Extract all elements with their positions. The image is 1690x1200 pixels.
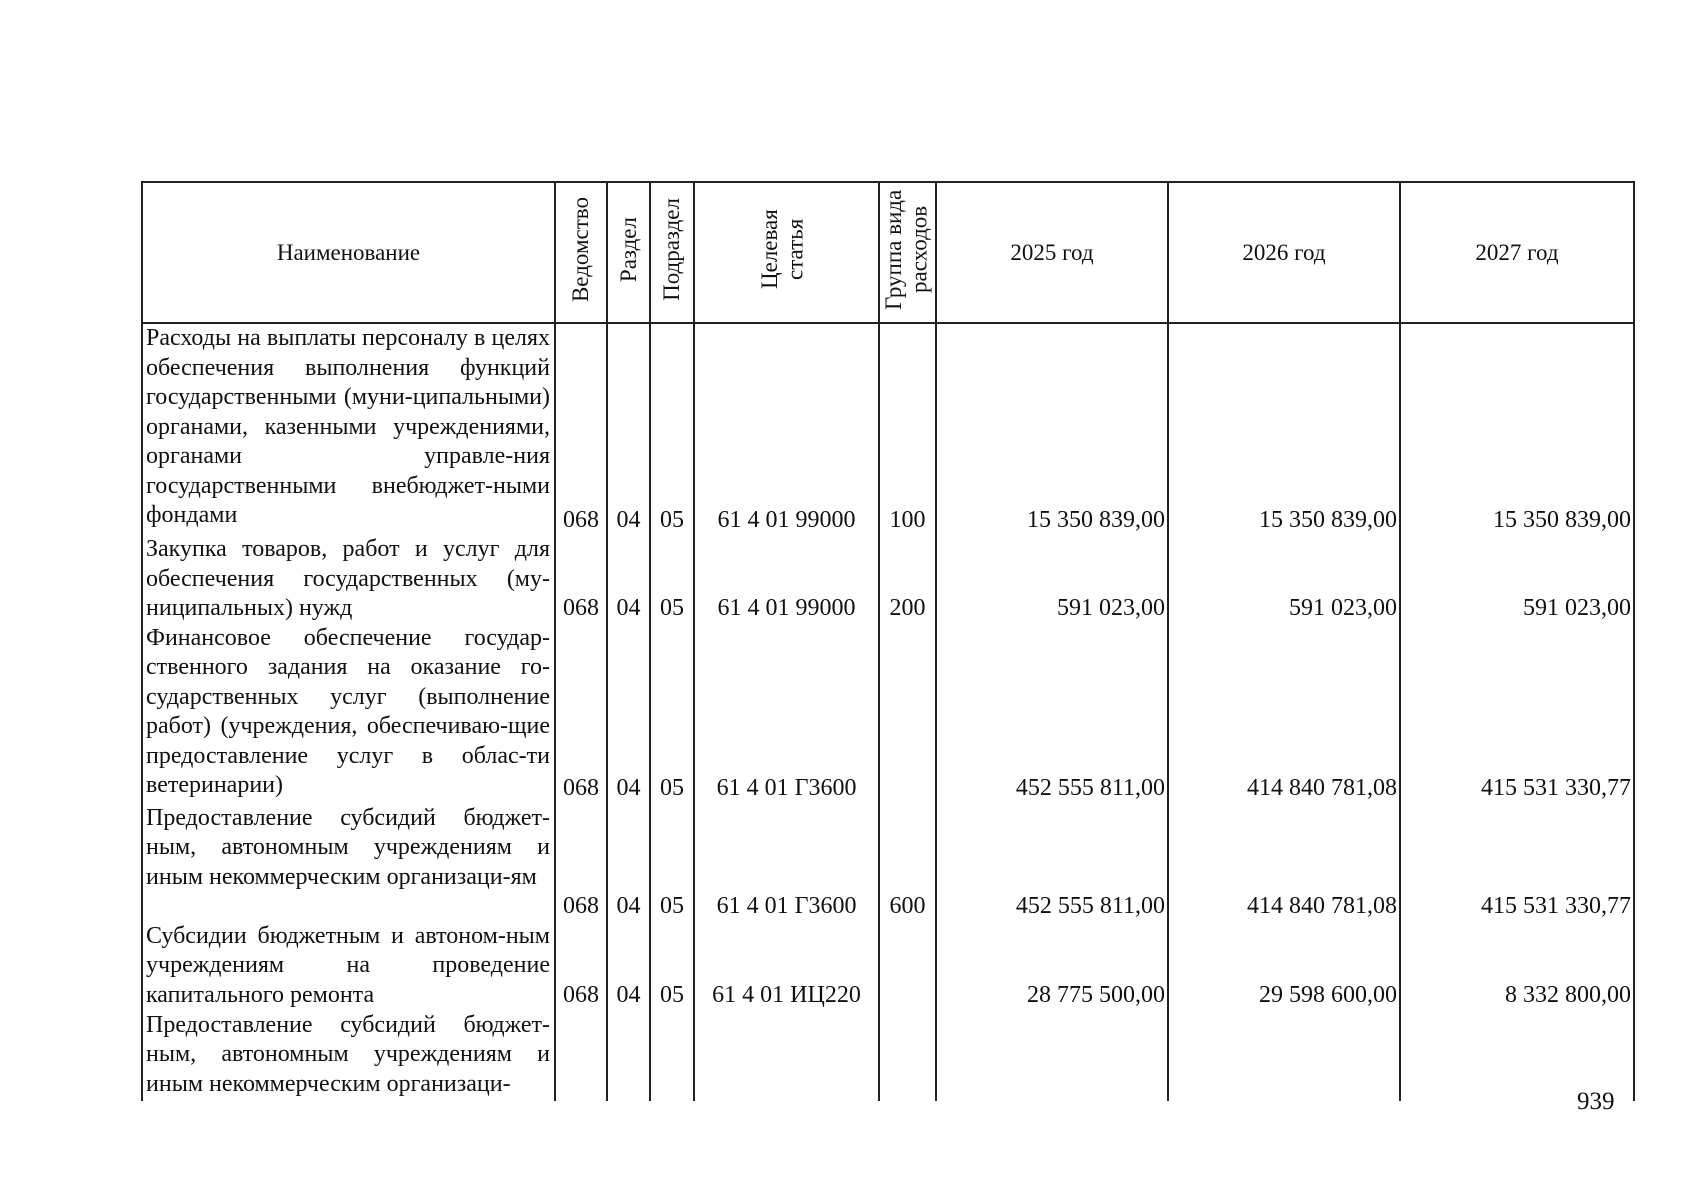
row-2025: 452 555 811,00 bbox=[936, 624, 1168, 804]
row-2025 bbox=[936, 1011, 1168, 1101]
row-dept: 068 bbox=[555, 323, 607, 535]
budget-table-container bbox=[141, 181, 1635, 1101]
header-2025: 2025 год bbox=[936, 182, 1168, 323]
row-2026: 15 350 839,00 bbox=[1168, 323, 1400, 535]
row-section: 04 bbox=[607, 624, 650, 804]
page-number: 939 bbox=[1577, 1088, 1615, 1115]
row-dept: 068 bbox=[555, 624, 607, 804]
row-2025: 28 775 500,00 bbox=[936, 922, 1168, 1011]
table-row bbox=[142, 624, 1634, 804]
row-name: Закупка товаров, работ и услуг для обеспечения государственных (му-ниципальных) нужд bbox=[142, 535, 555, 624]
row-dept: 068 bbox=[555, 804, 607, 922]
row-2026 bbox=[1168, 1011, 1400, 1101]
row-subsection bbox=[650, 1011, 694, 1101]
row-name: Субсидии бюджетным и автоном-ным учреждениям на проведение капитального ремонта bbox=[142, 922, 555, 1011]
header-expense-group: Группа вида расходов bbox=[879, 182, 936, 323]
header-target-article: Целевая статья bbox=[694, 182, 879, 323]
row-2027: 415 531 330,77 bbox=[1400, 804, 1634, 922]
row-2026: 414 840 781,08 bbox=[1168, 804, 1400, 922]
row-2027: 8 332 800,00 bbox=[1400, 922, 1634, 1011]
row-target: 61 4 01 ИЦ220 bbox=[694, 922, 879, 1011]
table-row bbox=[142, 323, 1634, 535]
row-group bbox=[879, 624, 936, 804]
table-row bbox=[142, 535, 1634, 624]
row-2027: 591 023,00 bbox=[1400, 535, 1634, 624]
header-name: Наименование bbox=[142, 182, 555, 323]
header-2027: 2027 год bbox=[1400, 182, 1634, 323]
row-section bbox=[607, 1011, 650, 1101]
table-row bbox=[142, 1011, 1634, 1101]
row-subsection: 05 bbox=[650, 624, 694, 804]
table-row bbox=[142, 922, 1634, 1011]
row-name: Расходы на выплаты персоналу в целях обеспечения выполнения функций государственными (муни-ципальными) органами, казенными учреждениями, органами управле-ния государственными внебюджет-ными фондами bbox=[142, 323, 555, 535]
row-dept: 068 bbox=[555, 922, 607, 1011]
row-section: 04 bbox=[607, 535, 650, 624]
header-section: Раздел bbox=[607, 182, 650, 323]
row-subsection: 05 bbox=[650, 323, 694, 535]
row-name: Финансовое обеспечение государ-ственного задания на оказание го-сударственных услуг (выполнение работ) (учреждения, обеспечиваю-щие предоставление услуг в облас-ти ветеринарии) bbox=[142, 624, 555, 804]
row-group: 200 bbox=[879, 535, 936, 624]
row-dept bbox=[555, 1011, 607, 1101]
row-2026: 591 023,00 bbox=[1168, 535, 1400, 624]
row-dept: 068 bbox=[555, 535, 607, 624]
header-dept: Ведомство bbox=[555, 182, 607, 323]
row-group: 600 bbox=[879, 804, 936, 922]
header-row bbox=[142, 182, 1634, 323]
row-2025: 591 023,00 bbox=[936, 535, 1168, 624]
row-group bbox=[879, 922, 936, 1011]
row-section: 04 bbox=[607, 804, 650, 922]
row-subsection: 05 bbox=[650, 804, 694, 922]
row-subsection: 05 bbox=[650, 922, 694, 1011]
row-group bbox=[879, 1011, 936, 1101]
row-2027: 415 531 330,77 bbox=[1400, 624, 1634, 804]
row-target: 61 4 01 Г3600 bbox=[694, 624, 879, 804]
row-2027 bbox=[1400, 1011, 1634, 1101]
row-group: 100 bbox=[879, 323, 936, 535]
row-2027: 15 350 839,00 bbox=[1400, 323, 1634, 535]
row-2025: 15 350 839,00 bbox=[936, 323, 1168, 535]
row-2025: 452 555 811,00 bbox=[936, 804, 1168, 922]
row-target bbox=[694, 1011, 879, 1101]
row-section: 04 bbox=[607, 922, 650, 1011]
row-2026: 29 598 600,00 bbox=[1168, 922, 1400, 1011]
budget-table bbox=[141, 181, 1635, 1101]
row-target: 61 4 01 99000 bbox=[694, 323, 879, 535]
row-target: 61 4 01 99000 bbox=[694, 535, 879, 624]
header-subsection: Подраздел bbox=[650, 182, 694, 323]
row-subsection: 05 bbox=[650, 535, 694, 624]
row-section: 04 bbox=[607, 323, 650, 535]
row-2026: 414 840 781,08 bbox=[1168, 624, 1400, 804]
row-target: 61 4 01 Г3600 bbox=[694, 804, 879, 922]
table-row bbox=[142, 804, 1634, 922]
row-name: Предоставление субсидий бюджет-ным, автономным учреждениям и иным некоммерческим организаци- bbox=[142, 1011, 555, 1101]
header-2026: 2026 год bbox=[1168, 182, 1400, 323]
row-name: Предоставление субсидий бюджет-ным, автономным учреждениям и иным некоммерческим организаци-ям bbox=[142, 804, 555, 922]
